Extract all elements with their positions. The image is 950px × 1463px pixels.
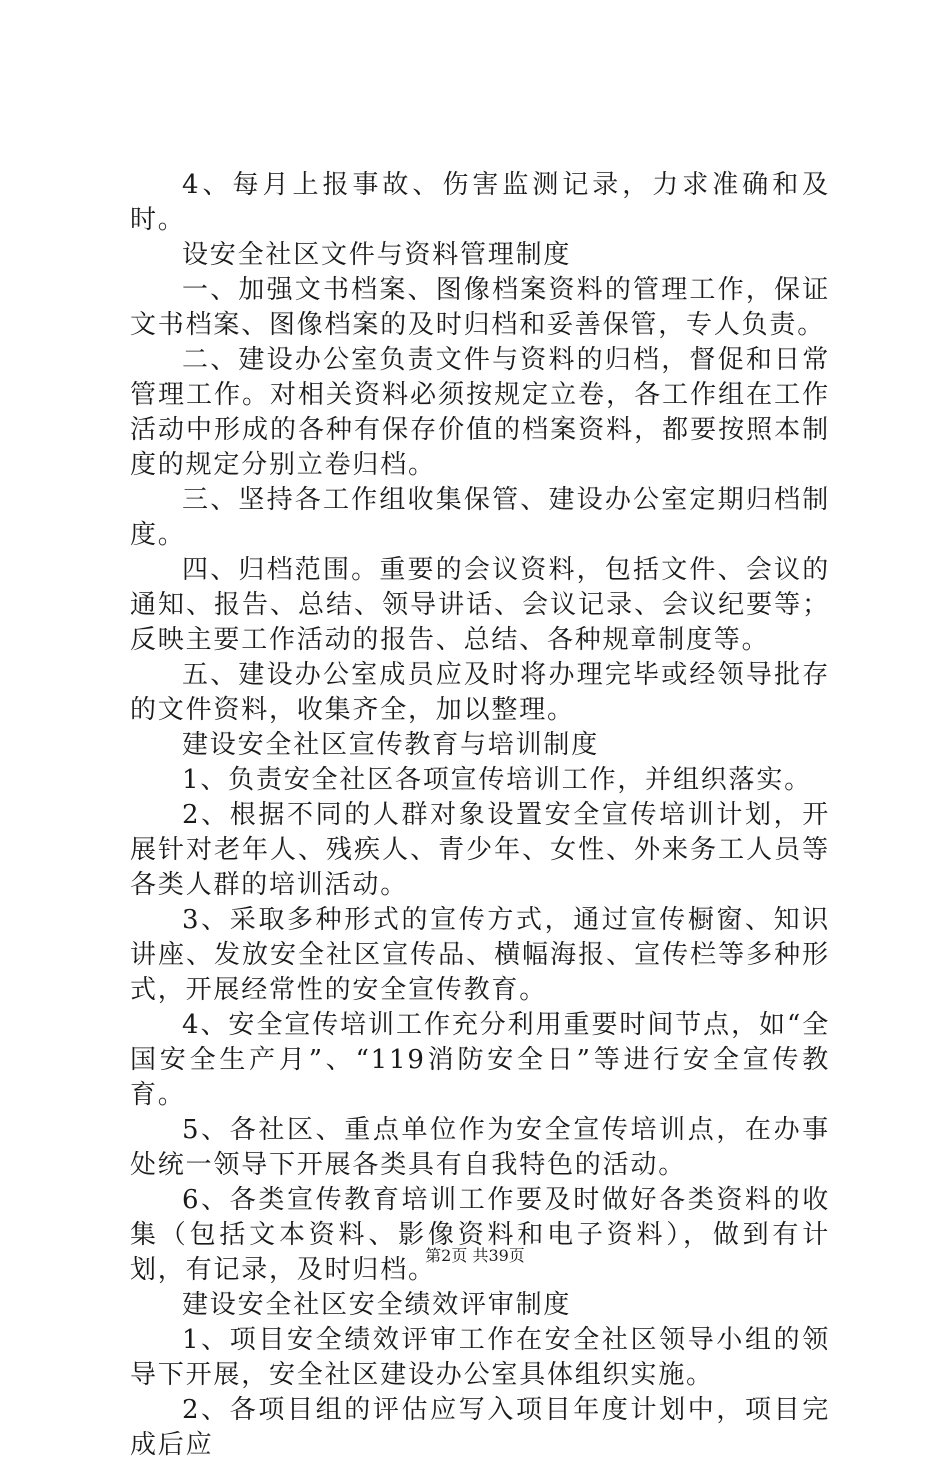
paragraph: 5、各社区、重点单位作为安全宣传培训点，在办事处统一领导下开展各类具有自我特色的活动。 [130,1115,830,1180]
paragraph: 6、各类宣传教育培训工作要及时做好各类资料的收集（包括文本资料、影像资料和电子资料），做到有计划，有记录，及时归档。 [130,1185,830,1285]
paragraph: 四、归档范围。重要的会议资料，包括文件、会议的通知、报告、总结、领导讲话、会议记录、会议纪要等；反映主要工作活动的报告、总结、各种规章制度等。 [130,555,830,655]
paragraph: 2、各项目组的评估应写入项目年度计划中，项目完成后应 [130,1395,830,1460]
section-heading: 建设安全社区安全绩效评审制度 [182,1290,572,1320]
paragraph: 4、安全宣传培训工作充分利用重要时间节点，如“全国安全生产月”、“119消防安全日”等进行安全宣传教育。 [130,1010,830,1110]
paragraph: 1、负责安全社区各项宣传培训工作，并组织落实。 [182,765,812,795]
paragraph: 一、加强文书档案、图像档案资料的管理工作，保证文书档案、图像档案的及时归档和妥善保管，专人负责。 [130,275,830,340]
paragraph: 三、坚持各工作组收集保管、建设办公室定期归档制度。 [130,485,830,550]
paragraph: 2、根据不同的人群对象设置安全宣传培训计划，开展针对老年人、残疾人、青少年、女性、外来务工人员等各类人群的培训活动。 [130,800,830,900]
paragraph: 二、建设办公室负责文件与资料的归档，督促和日常管理工作。对相关资料必须按规定立卷，各工作组在工作活动中形成的各种有保存价值的档案资料，都要按照本制度的规定分别立卷归档。 [130,345,830,480]
document-body [130,168,830,1463]
paragraph: 1、项目安全绩效评审工作在安全社区领导小组的领导下开展，安全社区建设办公室具体组织实施。 [130,1325,830,1390]
paragraph: 五、建设办公室成员应及时将办理完毕或经领导批存的文件资料，收集齐全，加以整理。 [130,660,830,725]
page-number-footer: 第2页 共39页 [425,1246,525,1265]
section-heading: 设安全社区文件与资料管理制度 [182,240,572,270]
paragraph: 4、每月上报事故、伤害监测记录，力求准确和及时。 [130,170,830,235]
section-heading: 建设安全社区宣传教育与培训制度 [182,730,600,760]
paragraph: 3、采取多种形式的宣传方式，通过宣传橱窗、知识讲座、发放安全社区宣传品、横幅海报、宣传栏等多种形式，开展经常性的安全宣传教育。 [130,905,830,1005]
